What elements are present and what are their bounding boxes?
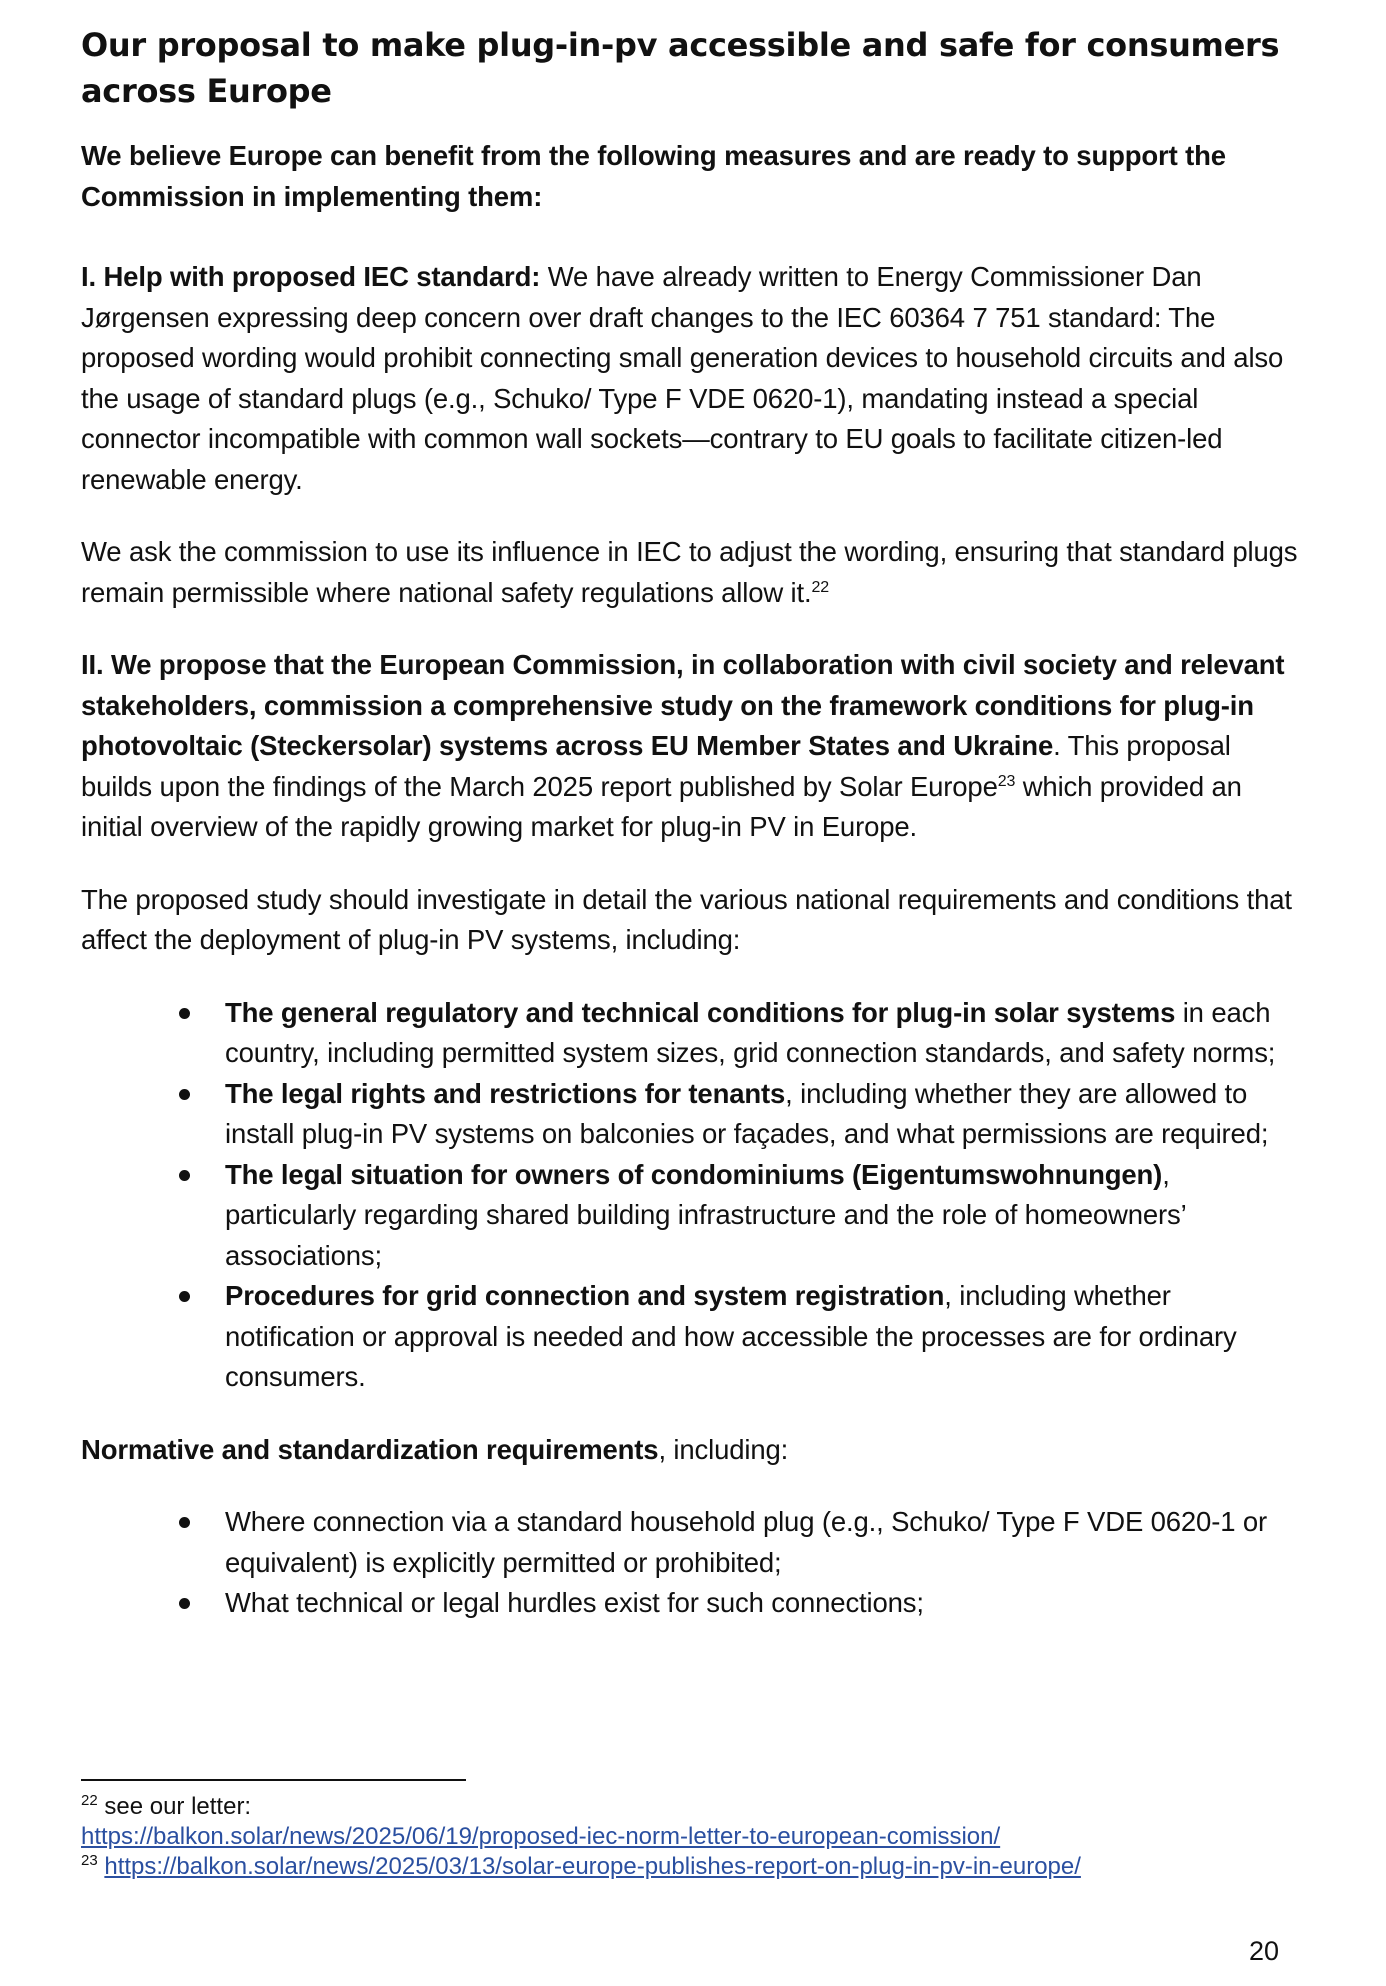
footnote-23	[81, 1852, 1301, 1882]
list-item-text: , particularly regarding shared building infrastructure and the role of homeowners’ associations;	[225, 1158, 1186, 1271]
section-2-heading: II. We propose that the European Commission, in collaboration with civil society and relevant stakeholders, commission a comprehensive study on the framework conditions for plug-in photovoltaic (Steckersolar) systems across EU Member States and Ukraine	[81, 649, 1285, 761]
list-item-bold: The legal situation for owners of condominiums (Eigentumswohnungen)	[225, 1158, 1163, 1190]
study-topics-list	[81, 993, 1301, 1398]
list-item-bold: The legal rights and restrictions for tenants	[225, 1077, 786, 1109]
footnote-ref-23[interactable]: 23	[997, 772, 1016, 790]
normative-heading: Normative and standardization requirements	[81, 1433, 659, 1465]
list-item-text: , including whether they are allowed to install plug-in PV systems on balconies or façades, and what permissions are required;	[225, 1077, 1269, 1149]
bullet-icon	[179, 1291, 190, 1302]
list-item-text: in each country, including permitted system sizes, grid connection standards, and safety norms;	[225, 996, 1276, 1068]
list-item	[81, 993, 1301, 1074]
list-item	[81, 1502, 1301, 1583]
list-item-bold: The general regulatory and technical conditions for plug-in solar systems	[225, 996, 1176, 1028]
list-item	[81, 1074, 1301, 1155]
footnote-text: see our letter:	[97, 1793, 252, 1820]
document-page	[81, 22, 1301, 1656]
section-1-body: We have already written to Energy Commissioner Dan Jørgensen expressing deep concern over draft changes to the IEC 60364 7 751 standard: The proposed wording would prohibit connecting small generation devices to household circuits and also the usage of standard plugs (e.g., Schuko/ Type F VDE 0620-1), mandating instead a special connector incompatible with common wall sockets—contrary to EU goals to facilitate citizen-led renewable energy.	[81, 261, 1284, 495]
footnote-number: 22	[81, 1792, 98, 1809]
footnote-number: 23	[81, 1852, 98, 1869]
normative-paragraph	[81, 1430, 1301, 1471]
footnote-ref-22[interactable]: 22	[811, 578, 830, 596]
section-2-body-after-ref: which provided an initial overview of the rapidly growing market for plug-in PV in Europe.	[81, 770, 1242, 842]
normative-suffix: , including:	[658, 1433, 789, 1465]
section-1-paragraph	[81, 257, 1301, 500]
list-item-text: , including whether notification or approval is needed and how accessible the processes are for ordinary consumers.	[225, 1280, 1237, 1392]
page-title: Our proposal to make plug-in-pv accessible and safe for consumers across Europe	[81, 26, 1280, 110]
list-item	[81, 1155, 1301, 1277]
footnote-23-link[interactable]: https://balkon.solar/news/2025/03/13/solar-europe-publishes-report-on-plug-in-pv-in-europe/	[104, 1853, 1081, 1880]
list-item	[81, 1276, 1301, 1398]
bullet-icon	[179, 1517, 190, 1528]
footnotes	[81, 1792, 1301, 1882]
bullet-icon	[179, 1170, 190, 1181]
section-2-paragraph	[81, 645, 1301, 848]
section-1-ask: We ask the commission to use its influence in IEC to adjust the wording, ensuring that standard plugs remain permissible where national safety regulations allow it.	[81, 536, 1298, 608]
list-item-text: What technical or legal hurdles exist for such connections;	[225, 1587, 924, 1618]
bullet-icon	[179, 1008, 190, 1019]
list-item-bold: Procedures for grid connection and system registration	[225, 1280, 945, 1311]
section-1-ask-paragraph	[81, 532, 1301, 613]
study-intro-paragraph: The proposed study should investigate in detail the various national requirements and conditions that affect the deployment of plug-in PV systems, including:	[81, 883, 1292, 955]
section-2-body-before-ref: . This proposal builds upon the findings of the March 2025 report published by Solar Europe	[81, 730, 1231, 802]
footnote-22	[81, 1792, 1301, 1852]
bullet-icon	[179, 1089, 190, 1100]
normative-list	[81, 1502, 1301, 1624]
intro-statement: We believe Europe can benefit from the following measures and are ready to support the Commission in implementing them:	[81, 140, 1226, 212]
section-1-heading: I. Help with proposed IEC standard:	[81, 261, 541, 292]
list-item-text: Where connection via a standard household plug (e.g., Schuko/ Type F VDE 0620-1 or equivalent) is explicitly permitted or prohibited;	[225, 1506, 1267, 1578]
footnote-divider	[81, 1779, 466, 1781]
list-item	[81, 1583, 1301, 1624]
page-number: 20	[1249, 1936, 1280, 1966]
bullet-icon	[179, 1598, 190, 1609]
footnote-22-link[interactable]: https://balkon.solar/news/2025/06/19/proposed-iec-norm-letter-to-european-comission/	[81, 1823, 1001, 1850]
